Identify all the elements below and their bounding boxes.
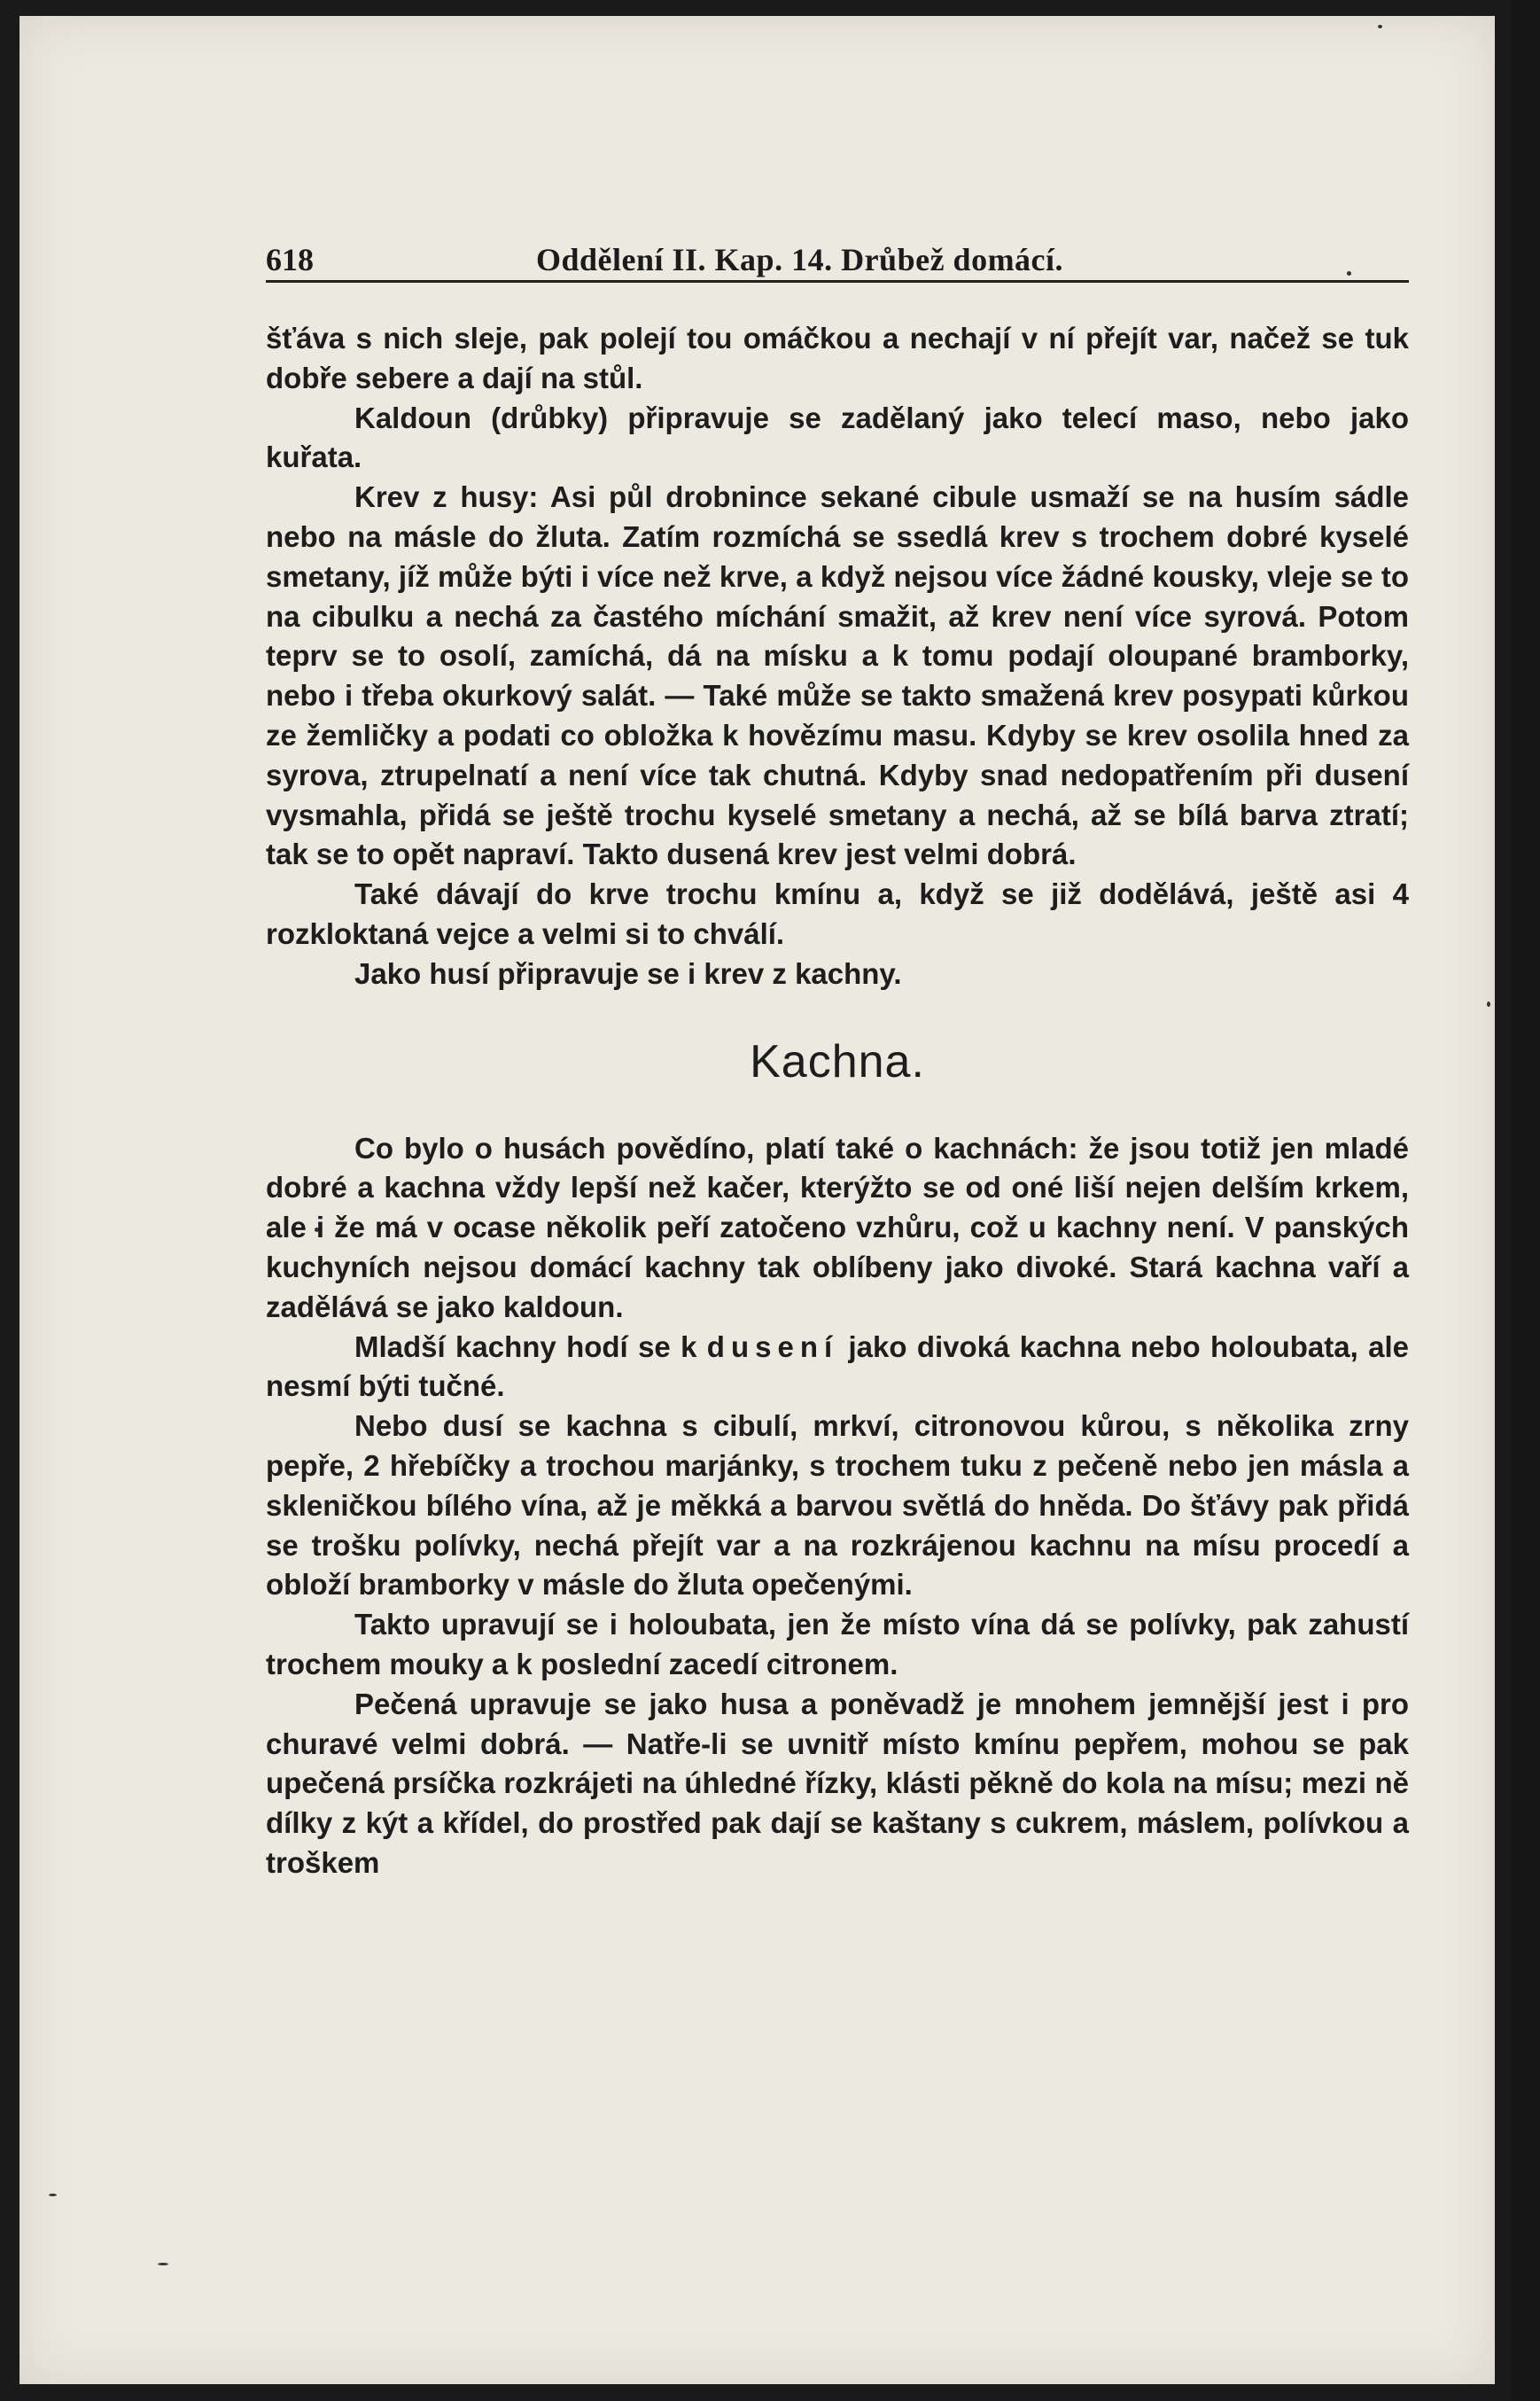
scan-speck (158, 2263, 168, 2265)
paragraph: Co bylo o husách povědíno, platí také o kachnách: že jsou totiž jen mladé dobré a kachna vždy lepší než kačer, kterýžto se od oné liší nejen delším krkem, ale i že má v ocase několik peří zatočeno vzhůru, což u kachny není. V panských kuchyních nejsou domácí kachny tak oblíbeny jako divoké. Stará kachna vaří a zadělává se jako kaldoun. (266, 1131, 1409, 1323)
running-header (266, 239, 1409, 283)
paragraph: Krev z husy: Asi půl drobnince sekané cibule usmaží se na husím sádle nebo na másle do žluta. Zatím rozmíchá se ssedlá krev s trochem dobré kyselé smetany, jíž může býti i více než krve, a když nejsou více žádné kousky, vleje se to na cibulku a nechá za častého míchání smažit, až krev není více syrová. Potom teprv se to osolí, zamíchá, dá na mísku a k tomu podají oloupané bramborky, nebo i třeba okurkový salát. — Také může se takto smažená krev posypati kůrkou ze žemličky a podati co obložka k hovězímu masu. Kdyby se krev osolila hned za syrova, ztrupelnatí a není více tak chutná. Kdyby snad nedopatřením při dusení vysmahla, přidá se ještě trochu kyselé smetany a nechá, až se bílá barva ztratí; tak se to opět napraví. Takto dusená krev jest velmi dobrá. (266, 480, 1409, 871)
paragraph: šťáva s nich sleje, pak polejí tou omáčkou a nechají v ní přejít var, načež se tuk dobře sebere a dají na stůl. (266, 322, 1409, 394)
paragraph: Také dávají do krve trochu kmínu a, když se již dodělává, ještě asi 4 rozkloktaná vejce a velmi si to chválí. (266, 877, 1409, 950)
section-title: Kachna. (750, 1035, 925, 1087)
paragraph-lead: Kaldoun (354, 401, 471, 434)
paragraph-lead: Pečená (354, 1687, 457, 1720)
paragraph: Nebo dusí se kachna s cibulí, mrkví, citronovou kůrou, s několika zrny pepře, 2 hřebíčky a trochou marjánky, s trochem tuku z pečeně nebo jen másla a skleničkou bílého vína, až je měkká a barvou světlá do hněda. Do šťávy pak přidá se trošku polívky, nechá přejít var a na rozkrájenou kachnu na mísu procedí a obloží bramborky v másle do žluta opečenými. (266, 1409, 1409, 1602)
spaced-emphasis: dusení (706, 1329, 839, 1363)
scan-speck (1487, 1002, 1490, 1007)
scan-speck (1378, 25, 1382, 28)
paragraph: Pečená upravuje se jako husa a poněvadž je mnohem jemnější jest i pro churavé velmi dobrá. — Natře-li se uvnitř místo kmínu pepřem, mohou se pak upečená prsíčka rozkrájeti na úhledné řízky, klásti pěkně do kola na mísu; mezi ně dílky z kýt a křídel, do prostřed pak dají se kaštany s cukrem, máslem, polívkou a troškem (266, 1687, 1409, 1879)
book-page (266, 239, 1409, 2136)
paragraph: Jako husí připravuje se i krev z kachny. (354, 956, 902, 990)
scan-speck (49, 2194, 57, 2196)
scan-edge (1511, 0, 1540, 2401)
body-text (266, 319, 1409, 1883)
paragraph: Mladší kachny hodí se k dusení jako divoká kachna nebo holoubata, ale nesmí býti tučné. (266, 1329, 1409, 1403)
page-number: 618 (266, 242, 314, 277)
paragraph: Kaldoun (drůbky) připravuje se zadělaný jako telecí maso, nebo jako kuřata. (266, 401, 1409, 474)
paragraph-lead: Krev z husy: (354, 480, 539, 514)
running-title: Oddělení II. Kap. 14. Drůbež domácí. (536, 242, 1064, 277)
paragraph: Takto upravují se i holoubata, jen že místo vína dá se polívky, pak zahustí trochem mouky a k poslední zacedí citronem. (266, 1608, 1409, 1680)
